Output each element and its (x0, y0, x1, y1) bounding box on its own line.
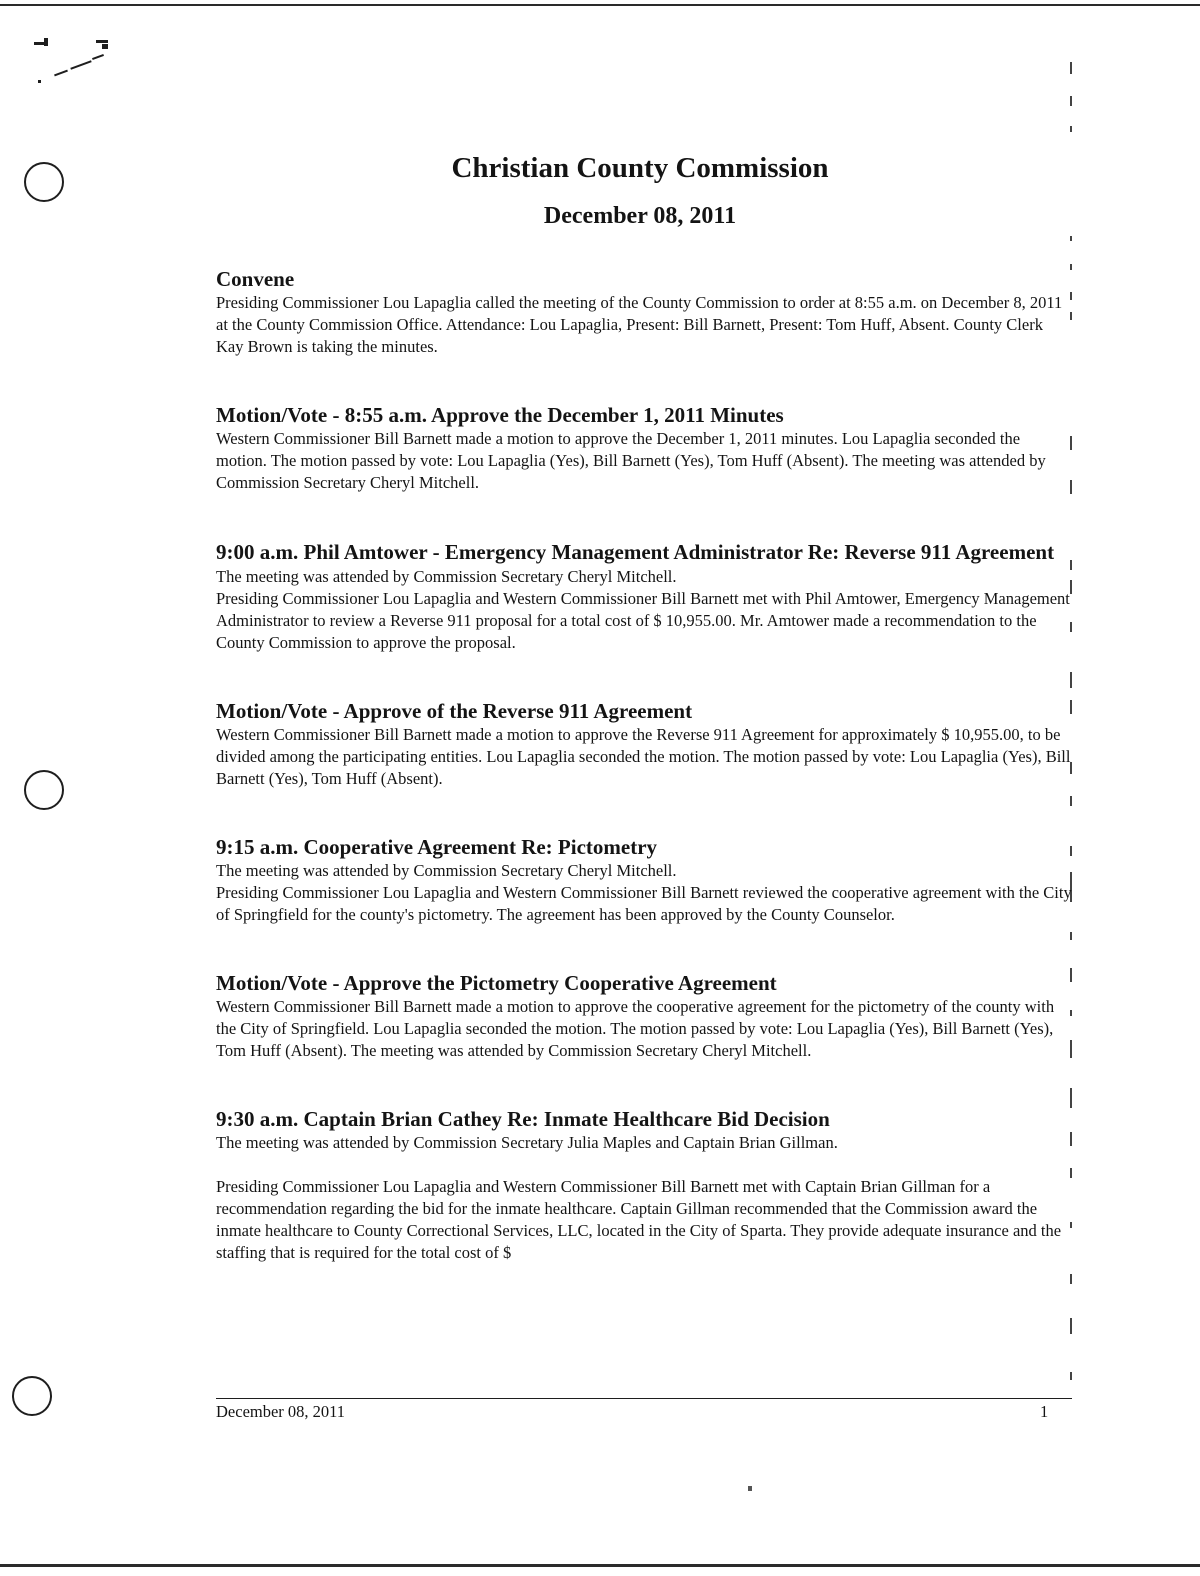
binder-hole-bottom (12, 1376, 52, 1416)
document-title: Christian County Commission (451, 152, 829, 184)
scan-speck (748, 1486, 752, 1491)
section-approve-pictometry (216, 970, 1072, 1062)
section-paragraph: Western Commissioner Bill Barnett made a motion to approve the Reverse 911 Agreement for approximately $ 10,955.00, to be divided among the participating entities. Lou Lapaglia seconded the motion. The motion passed by vote: Lou Lapaglia (Yes), Bill Barnett (Yes), Tom Huff (Absent). (216, 725, 1071, 788)
section-heading: 9:00 a.m. Phil Amtower - Emergency Management Administrator Re: Reverse 911 Agreement (216, 540, 1055, 564)
scan-bottom-edge (0, 1564, 1200, 1567)
section-paragraph: The meeting was attended by Commission Secretary Cheryl Mitchell. (216, 861, 677, 880)
section-inmate-healthcare (216, 1106, 1072, 1264)
minutes-body (216, 266, 1072, 1264)
section-paragraph: Western Commissioner Bill Barnett made a motion to approve the December 1, 2011 minutes. Lou Lapaglia seconded the motion. The motion passed by vote: Lou Lapaglia (Yes), Bill Barnett (Yes), Tom Huff (Absent). The meeting was attended by Commission Secretary Cheryl Mitchell. (216, 429, 1046, 492)
section-heading: Motion/Vote - Approve of the Reverse 911 Agreement (216, 699, 693, 723)
section-heading: Motion/Vote - 8:55 a.m. Approve the December 1, 2011 Minutes (216, 403, 784, 427)
section-heading: 9:15 a.m. Cooperative Agreement Re: Pictometry (216, 835, 658, 859)
section-convene (216, 266, 1072, 358)
page-number: 1 (1040, 1402, 1049, 1421)
binder-hole-middle (24, 770, 64, 810)
section-approve-reverse-911 (216, 698, 1072, 790)
footer-divider (216, 1398, 1072, 1399)
section-paragraph: Presiding Commissioner Lou Lapaglia and Western Commissioner Bill Barnett met with Captain Brian Gillman for a recommendation regarding the bid for the inmate healthcare. Captain Gillman recommended that the Commission award the inmate healthcare to County Correctional Services, LLC, located in the City of Sparta. They provide adequate insurance and the staffing that is required for the total cost of $ (216, 1177, 1062, 1262)
section-heading: Motion/Vote - Approve the Pictometry Cooperative Agreement (216, 971, 777, 995)
section-approve-minutes (216, 402, 1072, 494)
section-paragraph: Presiding Commissioner Lou Lapaglia called the meeting of the County Commission to order at 8:55 a.m. on December 8, 2011 at the County Commission Office. Attendance: Lou Lapaglia, Present: Bill Barnett, Present: Tom Huff, Absent. County Clerk Kay Brown is taking the minutes. (216, 293, 1063, 356)
section-heading: 9:30 a.m. Captain Brian Cathey Re: Inmate Healthcare Bid Decision (216, 1107, 830, 1131)
section-paragraph: The meeting was attended by Commission Secretary Cheryl Mitchell. (216, 567, 677, 586)
section-paragraph: Presiding Commissioner Lou Lapaglia and Western Commissioner Bill Barnett met with Phil Amtower, Emergency Management Administrator to review a Reverse 911 proposal for a total cost of $ 10,955.00. Mr. Amtower made a recommendation to the County Commission to approve the proposal. (216, 589, 1070, 652)
section-paragraph: The meeting was attended by Commission Secretary Julia Maples and Captain Brian Gillman. (216, 1133, 838, 1152)
section-heading: Convene (216, 267, 295, 291)
section-reverse-911-review (216, 538, 1072, 654)
scan-top-edge (0, 4, 1200, 6)
document-date: December 08, 2011 (543, 203, 737, 229)
scan-specks (30, 36, 120, 96)
section-pictometry-review (216, 834, 1072, 926)
section-paragraph: Western Commissioner Bill Barnett made a motion to approve the cooperative agreement for the pictometry of the county with the City of Springfield. Lou Lapaglia seconded the motion. The motion passed by vote: Lou Lapaglia (Yes), Bill Barnett (Yes), Tom Huff (Absent). The meeting was attended by Commission Secretary Cheryl Mitchell. (216, 997, 1055, 1060)
section-paragraph: Presiding Commissioner Lou Lapaglia and Western Commissioner Bill Barnett reviewed the cooperative agreement with the City of Springfield for the county's pictometry. The agreement has been approved by the County Counselor. (216, 883, 1072, 924)
footer-date: December 08, 2011 (216, 1402, 346, 1421)
